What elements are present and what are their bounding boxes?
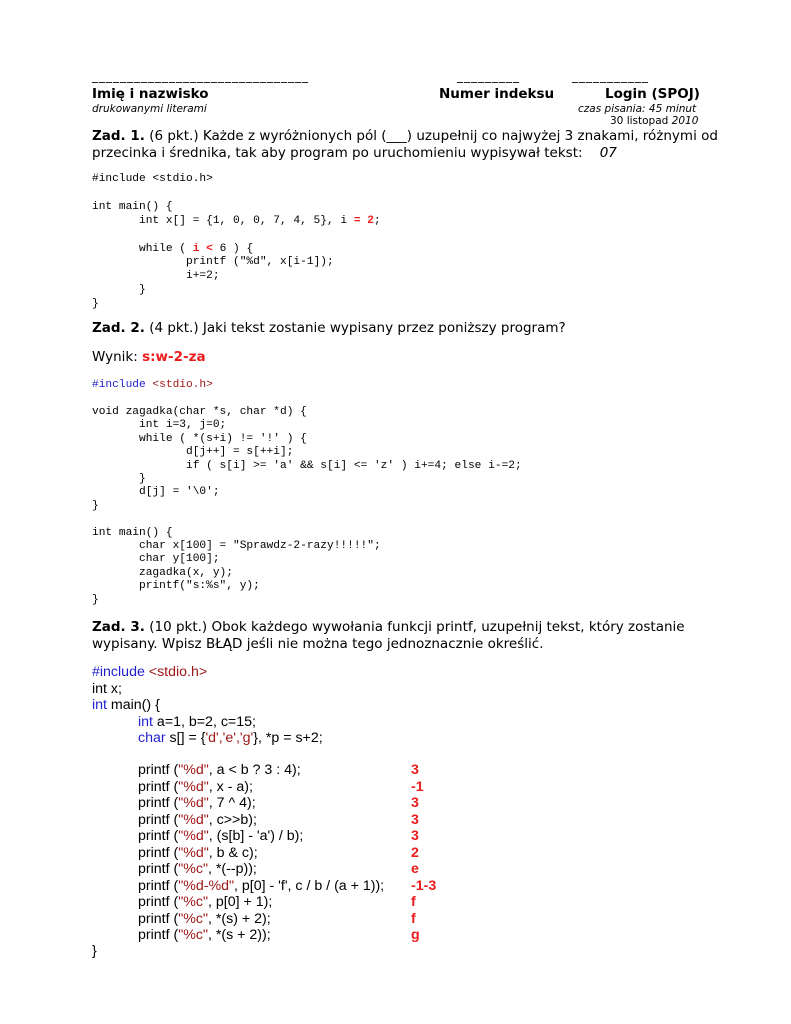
date-day: 30 listopad bbox=[610, 115, 669, 127]
printf-args: , 7 ^ 4); bbox=[208, 795, 256, 811]
printf-prefix: printf ( bbox=[138, 844, 179, 861]
printf-args: , *(--p)); bbox=[208, 861, 257, 877]
task1-code bbox=[92, 173, 381, 312]
printf-prefix: printf ( bbox=[138, 795, 179, 811]
printf-call bbox=[138, 927, 271, 943]
printf-call bbox=[138, 894, 272, 910]
task1-text-line1: (6 pkt.) Każde z wyróżnionych pól (___) uzupełnij co najwyżej 3 znakami, różnymi od bbox=[144, 128, 718, 144]
task2-code: void zagadka(char *s, char *d) { int i=3, j=0; while ( *(s+i) != '!' ) { d[j++] = s[++i]; if ( s[i] >= 'a' && s[i] <= 'z' ) i+=4; else i-=2; } d[j] = '\0'; } int main() { char x[100] = "Sprawdz-2-razy!!!!!"; char y[100]; zagadka(x, y); printf("s:%s", y); } bbox=[92, 406, 522, 606]
task3-label: Zad. 3. bbox=[92, 619, 145, 635]
printf-args: , *(s + 2)); bbox=[208, 927, 271, 943]
printf-args: , *(s) + 2); bbox=[208, 910, 271, 927]
task1-while-pre: while ( bbox=[92, 242, 193, 255]
printf-format: "%c" bbox=[178, 894, 209, 910]
exam-date bbox=[610, 115, 698, 127]
printf-answer: f bbox=[411, 894, 416, 910]
name-note: drukowanymi literami bbox=[92, 103, 207, 115]
task3-int-keyword: int bbox=[138, 714, 153, 730]
printf-args: , c>>b); bbox=[208, 811, 257, 828]
time-note: czas pisania: 45 minut bbox=[578, 103, 697, 115]
task3-main-keyword: int bbox=[92, 697, 107, 713]
task3-main-rest: main() { bbox=[106, 697, 160, 713]
task1-decl-post: ; bbox=[374, 214, 381, 227]
printf-args: , a < b ? 3 : 4); bbox=[208, 762, 301, 778]
task3-char-keyword: char bbox=[138, 730, 166, 746]
date-year: 2010 bbox=[671, 115, 699, 127]
printf-answer: 3 bbox=[411, 795, 419, 811]
printf-answer: 3 bbox=[411, 762, 419, 778]
printf-prefix: printf ( bbox=[138, 877, 179, 894]
name-label: Imię i nazwisko bbox=[92, 86, 209, 102]
index-line: _________ bbox=[457, 69, 520, 83]
task1-close-main: } bbox=[92, 298, 99, 311]
printf-format: "%d" bbox=[178, 828, 209, 844]
task3-global-decl: int x; bbox=[92, 681, 122, 697]
task1-incr: i+=2; bbox=[92, 270, 220, 283]
task2-include-keyword: #include bbox=[92, 379, 146, 391]
printf-call bbox=[138, 812, 257, 828]
task3-include bbox=[92, 664, 207, 680]
printf-format: "%d" bbox=[178, 778, 209, 795]
printf-prefix: printf ( bbox=[138, 811, 179, 828]
printf-call bbox=[138, 845, 258, 861]
printf-answer: e bbox=[411, 861, 419, 877]
task3-include-header: <stdio.h> bbox=[144, 664, 208, 680]
task2-label: Zad. 2. bbox=[92, 320, 145, 336]
printf-call bbox=[138, 861, 257, 877]
task3-char-rest1: s[] = { bbox=[165, 730, 206, 746]
task2-result bbox=[92, 349, 206, 366]
task1-while bbox=[92, 243, 253, 255]
printf-answer: -1-3 bbox=[411, 877, 437, 894]
printf-format: "%c" bbox=[178, 910, 209, 927]
printf-prefix: printf ( bbox=[138, 927, 179, 943]
task3-text-line2: wypisany. Wpisz BŁĄD jeśli nie można tego jednoznacznie określić. bbox=[92, 636, 544, 652]
printf-args: , x - a); bbox=[208, 778, 253, 795]
task1-include: #include <stdio.h> bbox=[92, 173, 213, 185]
task3-closing-brace: } bbox=[92, 943, 97, 959]
task3-description bbox=[92, 619, 685, 653]
task3-text-line1: (10 pkt.) Obok każdego wywołania funkcji printf, uzupełnij tekst, który zostanie bbox=[144, 619, 685, 635]
task1-main-open: int main() { bbox=[92, 200, 173, 213]
printf-answer: 3 bbox=[411, 828, 419, 844]
task2-result-value: s:w-2-za bbox=[142, 349, 206, 365]
printf-answer: f bbox=[411, 910, 416, 927]
task1-decl-pre: int x[] = {1, 0, 0, 7, 4, 5}, i bbox=[92, 214, 354, 227]
printf-call bbox=[138, 795, 256, 811]
name-line: _______________________________ bbox=[92, 69, 309, 83]
task2-include-header: <stdio.h> bbox=[145, 379, 213, 391]
task1-decl bbox=[92, 215, 381, 227]
task3-include-keyword: #include bbox=[92, 664, 145, 680]
printf-answer: 2 bbox=[411, 844, 419, 861]
printf-prefix: printf ( bbox=[138, 762, 179, 778]
login-line: ___________ bbox=[572, 69, 649, 83]
index-label: Numer indeksu bbox=[439, 86, 555, 102]
task1-text-line2: przecinka i średnika, tak aby program po uruchomieniu wypisywał tekst: bbox=[92, 145, 583, 161]
printf-format: "%d" bbox=[178, 844, 209, 861]
task3-int-rest: a=1, b=2, c=15; bbox=[152, 714, 256, 730]
printf-args: , p[0] - 'f', c / b / (a + 1)); bbox=[234, 877, 385, 894]
printf-format: "%d-%d" bbox=[178, 877, 235, 894]
printf-format: "%d" bbox=[178, 811, 209, 828]
printf-call bbox=[138, 878, 384, 894]
printf-format: "%c" bbox=[178, 927, 209, 943]
task2-include bbox=[92, 379, 213, 392]
task1-fill-cond: i < bbox=[192, 242, 213, 255]
printf-call bbox=[138, 779, 253, 795]
task1-close-inner: } bbox=[92, 284, 146, 297]
printf-call bbox=[138, 762, 301, 778]
task1-description bbox=[92, 128, 718, 162]
task2-text: (4 pkt.) Jaki tekst zostanie wypisany przez poniższy program? bbox=[144, 320, 566, 336]
task2-result-label: Wynik: bbox=[92, 349, 143, 365]
printf-prefix: printf ( bbox=[138, 910, 179, 927]
printf-prefix: printf ( bbox=[138, 778, 179, 795]
printf-prefix: printf ( bbox=[138, 894, 179, 910]
printf-prefix: printf ( bbox=[138, 861, 179, 877]
task3-main-open bbox=[92, 697, 160, 713]
printf-format: "%c" bbox=[178, 861, 209, 877]
login-label: Login (SPOJ) bbox=[605, 86, 700, 102]
printf-args: , p[0] + 1); bbox=[208, 894, 273, 910]
task1-label: Zad. 1. bbox=[92, 128, 145, 144]
printf-format: "%d" bbox=[178, 762, 209, 778]
task1-fill-init: = 2 bbox=[353, 214, 374, 227]
printf-format: "%d" bbox=[178, 795, 209, 811]
printf-call bbox=[138, 828, 303, 844]
task3-char-decl bbox=[138, 730, 323, 746]
printf-call bbox=[138, 911, 271, 927]
printf-answer: g bbox=[411, 927, 420, 943]
printf-args: , (s[b] - 'a') / b); bbox=[208, 828, 304, 844]
printf-answer: -1 bbox=[411, 778, 424, 795]
task3-int-decl bbox=[138, 714, 256, 730]
task1-while-post: 6 ) { bbox=[212, 242, 254, 255]
task1-printf: printf ("%d", x[i-1]); bbox=[92, 256, 334, 269]
task3-char-rest2: }, *p = s+2; bbox=[253, 730, 323, 746]
printf-prefix: printf ( bbox=[138, 828, 179, 844]
task1-expected-output: 07 bbox=[599, 145, 617, 161]
printf-answer: 3 bbox=[411, 811, 419, 828]
task2-description bbox=[92, 320, 566, 337]
task3-char-literals: 'd','e','g' bbox=[205, 730, 254, 746]
printf-args: , b & c); bbox=[208, 844, 258, 861]
